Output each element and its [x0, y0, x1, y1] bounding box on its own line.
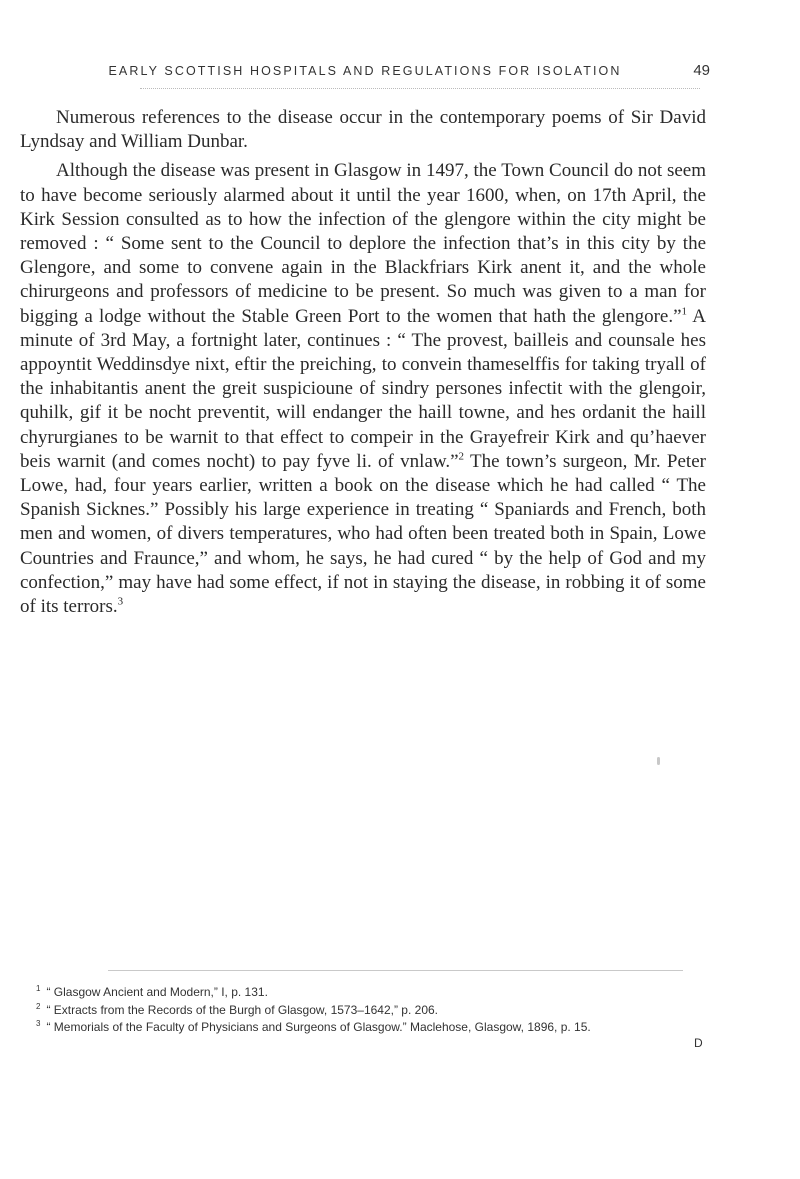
signature-mark: D: [694, 1036, 703, 1050]
running-title: EARLY SCOTTISH HOSPITALS AND REGULATIONS FOR ISOLATION: [108, 64, 622, 78]
page-number: 49: [693, 62, 710, 79]
paper-speck: [657, 757, 660, 765]
paragraph-2-text-a: Although the disease was present in Glasgow in 1497, the Town Council do not seem to have become seriously alarmed about it until the year 1600, when, on 17th April, the Kirk Session consulted as to how the infection of the glengore within the city might be removed : “ Some sent to the Council to deplore the infection that’s in this city by the Glengore, and some to convene again in the Blackfriars Kirk anent it, and the whole chirurgeons and professors of medicine to be present. So much was given to a man for bigging a lodge without the Stable Green Port to the women that hath the glengore.”: [20, 160, 706, 327]
paragraph-2-text-c: The town’s surgeon, Mr. Peter Lowe, had, four years earlier, written a book on the disease which he had called “ The Spanish Sicknes.” Possibly his large experience in treating “ Spaniards and French, both men and women, of divers temperatures, who had often been treated both in Spain, Lowe Countries and Fraunce,” and whom, he says, he had cured “ by the help of God and my confection,” may have had some effect, if not in staying the disease, in robbing it of some of its terrors.: [20, 450, 706, 618]
page-header: [20, 62, 710, 84]
paragraph-2: [20, 159, 706, 619]
footnote-text-1: “ Glasgow Ancient and Modern,” I, p. 131.: [46, 985, 268, 999]
paragraph-1-text: Numerous references to the disease occur in the contemporary poems of Sir David Lyndsay and William Dunbar.: [20, 107, 706, 153]
footnote-ref-2: 2: [458, 450, 465, 463]
footnote-3: [36, 1019, 716, 1037]
header-rule: [140, 88, 700, 89]
footnote-text-3: “ Memorials of the Faculty of Physicians and Surgeons of Glasgow.” Maclehose, Glasgow, 1896, p. 15.: [46, 1020, 591, 1034]
paragraph-1: [20, 106, 706, 154]
footnote-text-2: “ Extracts from the Records of the Burgh of Glasgow, 1573–1642,” p. 206.: [46, 1002, 438, 1017]
footnote-mark-3: 3: [36, 1019, 41, 1028]
footnote-mark-1: 1: [36, 984, 41, 993]
footnote-ref-3: 3: [117, 595, 124, 608]
body-text: [20, 106, 706, 624]
footnote-mark-2: 2: [36, 1001, 41, 1011]
footnote-rule: [108, 970, 683, 971]
paragraph-2-text-b: A minute of 3rd May, a fortnight later, continues : “ The provest, bailleis and counsale hes appoyntit Weddinsdye nixt, eftir the preiching, to convein thameselffis for taking tryall of the inhabitantis anent the greit suspicioune of sindry persones infectit with the glengoir, quhilk, gif it be nocht preventit, will endanger the haill towne, and hes ordanit the haill chyrurgianes to be warnit to that effect to compeir in the Grayefreir Kirk and qu’haever beis warnit (and comes nocht) to pay fyve li. of vnlaw.”: [20, 305, 706, 472]
footnotes: [36, 984, 716, 1037]
footnote-ref-1: 1: [681, 305, 688, 318]
footnote-2: [36, 1002, 716, 1020]
footnote-1: [36, 984, 716, 1002]
